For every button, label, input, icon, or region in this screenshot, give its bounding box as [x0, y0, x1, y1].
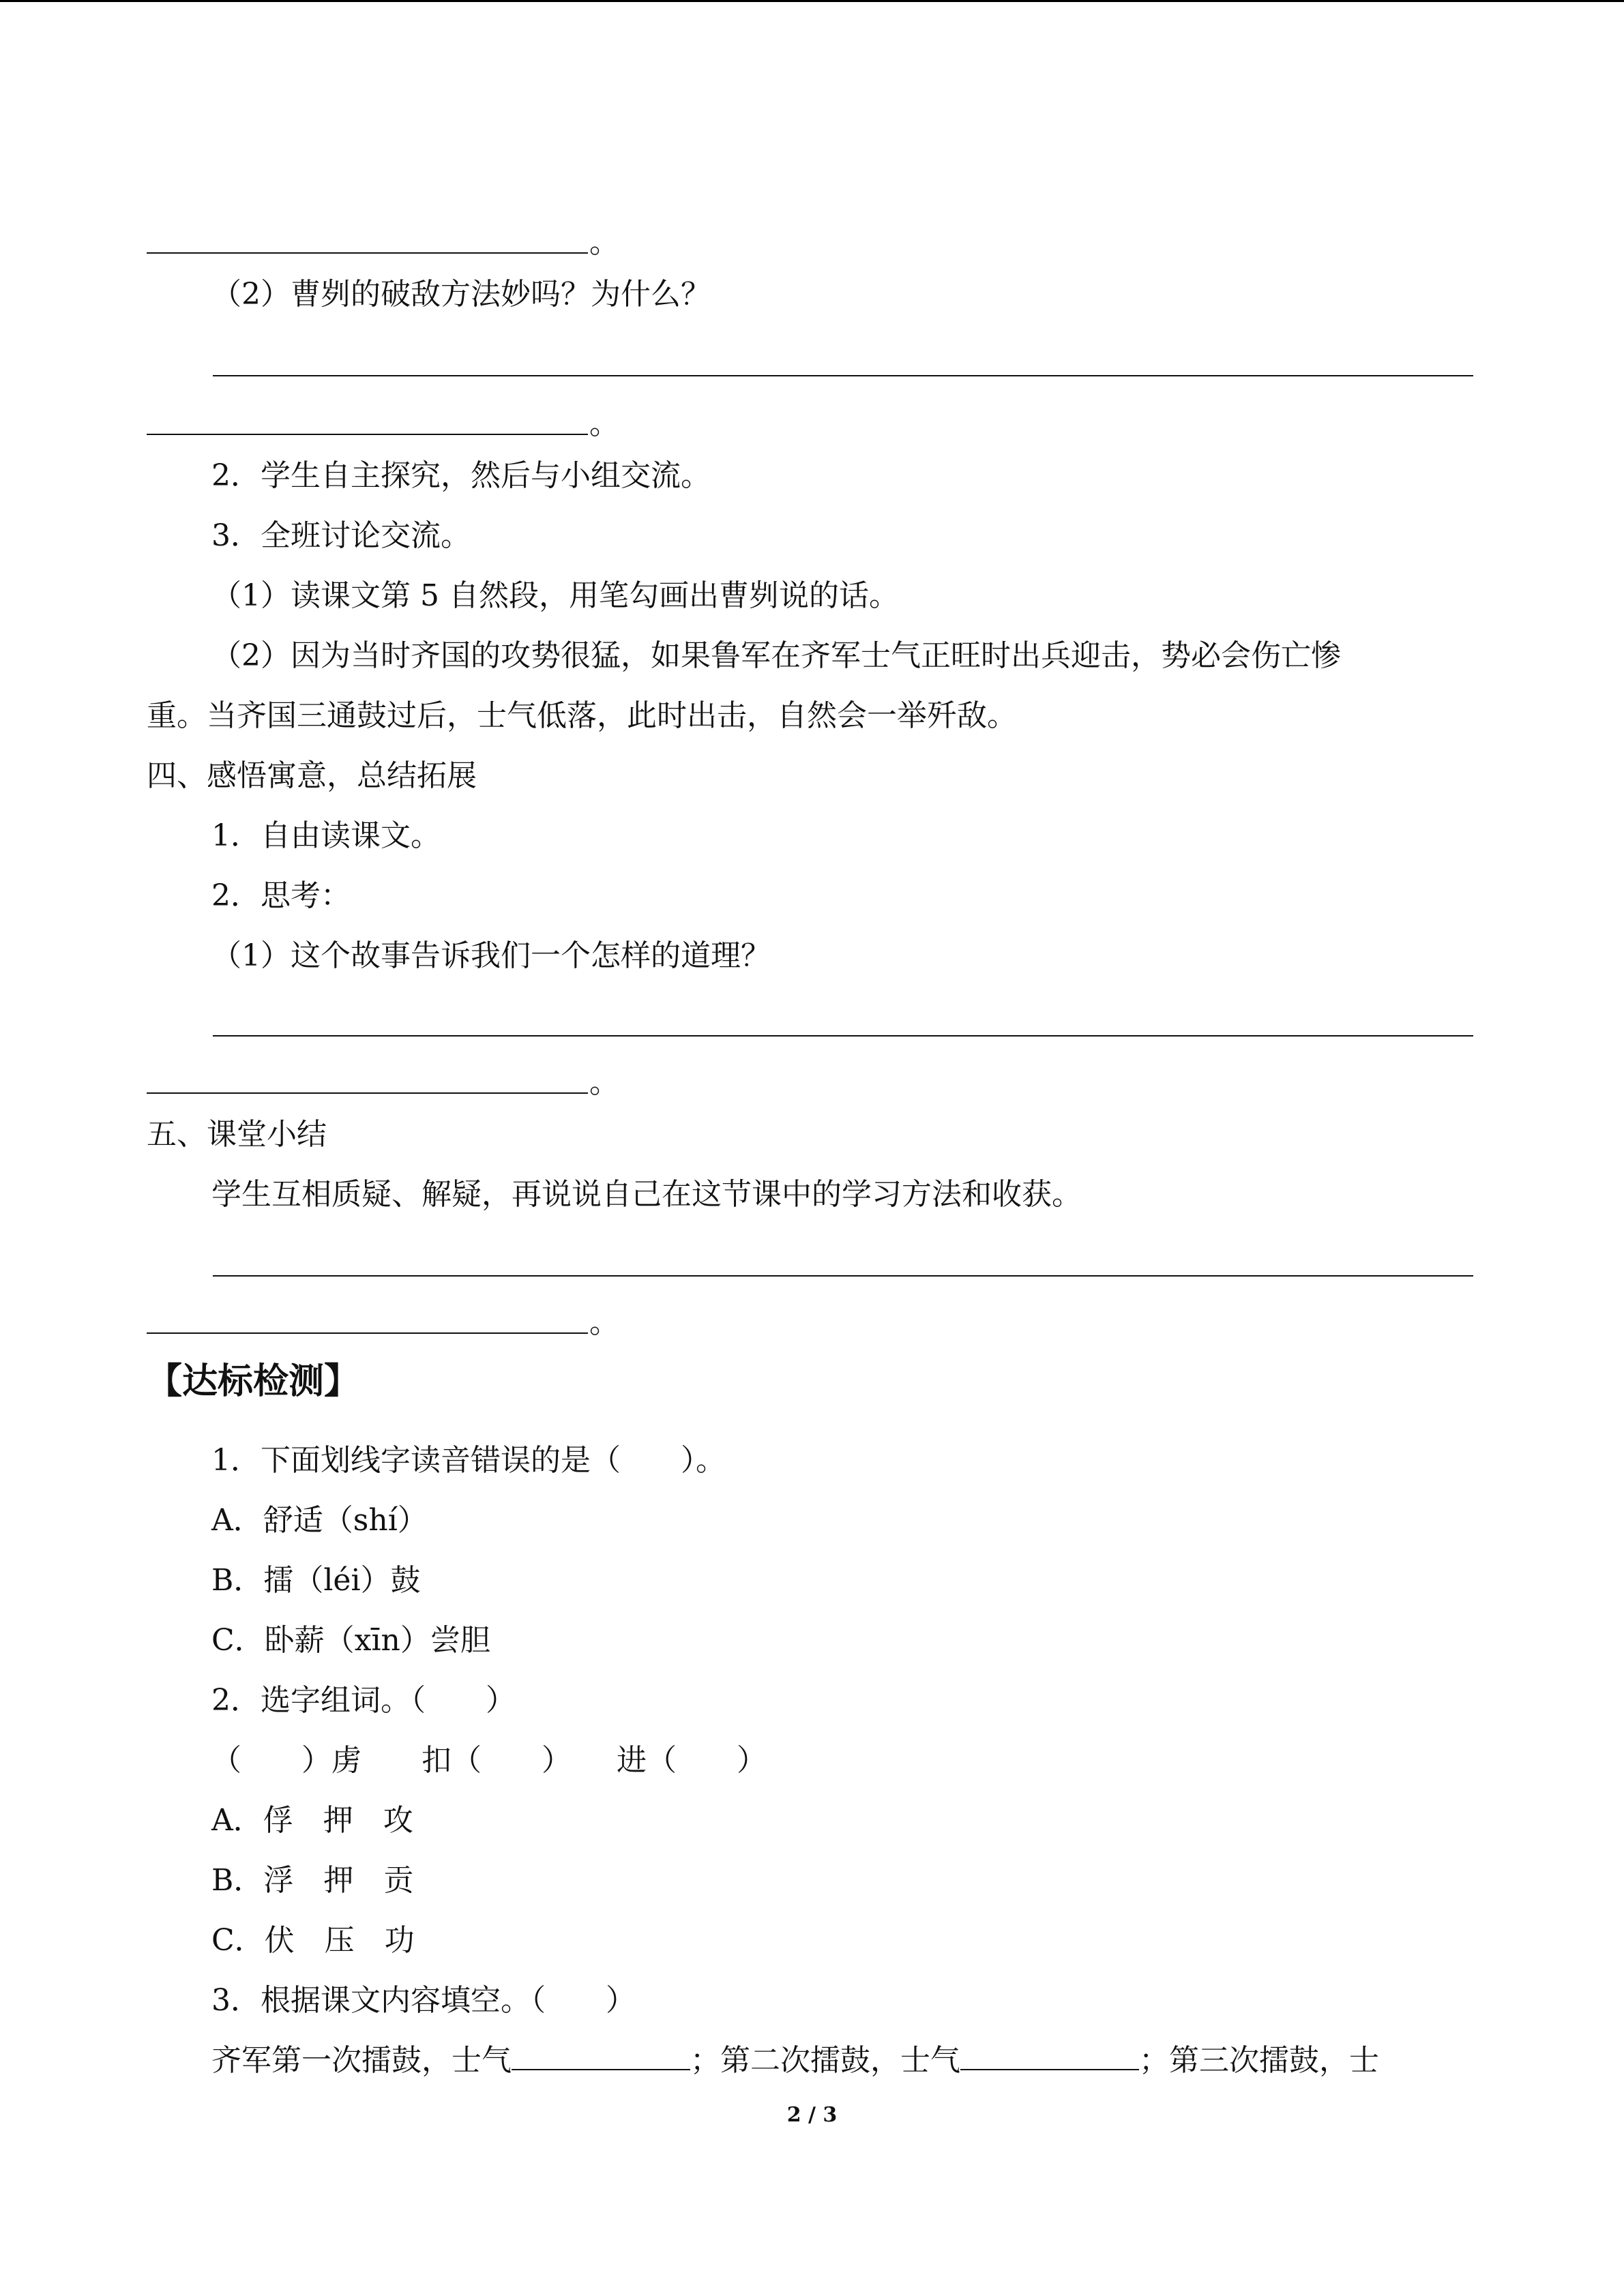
- page-number: 2 / 3: [786, 2103, 838, 2127]
- answer-line: [147, 434, 588, 435]
- answer-line: [213, 375, 1473, 376]
- test-q1-option-a: A．舒适（shí）: [211, 1503, 428, 1538]
- section-5-text: 学生互相质疑、解疑，再说说自己在这节课中的学习方法和收获。: [211, 1177, 1082, 1212]
- fill-blank[interactable]: [512, 2042, 690, 2070]
- test-question-1: 1．下面划线字读音错误的是（ ）。: [211, 1443, 726, 1478]
- section-4-title: 四、感悟寓意，总结拓展: [147, 758, 477, 793]
- answer-2-text-line2: 重。当齐国三通鼓过后，士气低落，此时出击，自然会一举歼敌。: [147, 698, 1017, 733]
- test-q2-option-b: B．浮 押 贡: [211, 1863, 414, 1898]
- test-question-3: 3．根据课文内容填空。（ ）: [211, 1983, 636, 2018]
- end-mark: 。: [589, 1305, 619, 1340]
- test-q3-part-2: ；第二次擂鼓，士气: [690, 2043, 960, 2078]
- answer-line: [213, 1275, 1473, 1277]
- question-2-text: （2）曹刿的破敌方法妙吗？为什么？: [211, 277, 711, 312]
- answer-line: [213, 1035, 1473, 1037]
- section-4-question-1: （1）这个故事告诉我们一个怎样的道理？: [211, 938, 771, 973]
- test-q3-part-3: ；第三次擂鼓，士: [1139, 2043, 1379, 2078]
- answer-line: [147, 1092, 588, 1094]
- answer-line: [147, 252, 588, 254]
- section-4-step-1: 1．自由读课文。: [211, 818, 441, 853]
- answer-line: [147, 1332, 588, 1334]
- end-mark: 。: [589, 225, 619, 260]
- test-q2-option-a: A．俘 押 攻: [211, 1803, 413, 1838]
- end-mark: 。: [589, 1065, 619, 1100]
- page-top-border: [0, 0, 1624, 2]
- answer-2-text-line1: （2）因为当时齐国的攻势很猛，如果鲁军在齐军士气正旺时出兵迎击，势必会伤亡惨: [211, 638, 1341, 673]
- test-q2-option-c: C．伏 压 功: [211, 1923, 415, 1958]
- section-5-title: 五、课堂小结: [147, 1117, 327, 1152]
- test-q1-option-c: C．卧薪（xīn）尝胆: [211, 1623, 490, 1658]
- step-3-text: 3．全班讨论交流。: [211, 518, 471, 553]
- fill-blank[interactable]: [960, 2042, 1139, 2070]
- step-2-text: 2．学生自主探究，然后与小组交流。: [211, 458, 711, 493]
- test-q2-blanks: （ ）虏 扣（ ） 进（ ）: [211, 1743, 767, 1778]
- test-q1-option-b: B．擂（léi）鼓: [211, 1563, 421, 1598]
- test-q3-fill-line: [211, 2042, 1379, 2080]
- test-heading: 【达标检测】: [147, 1361, 360, 1402]
- section-4-step-2: 2．思考：: [211, 878, 351, 913]
- answer-1-text: （1）读课文第 5 自然段，用笔勾画出曹刿说的话。: [211, 578, 899, 613]
- end-mark: 。: [589, 406, 619, 441]
- test-question-2: 2．选字组词。（ ）: [211, 1683, 516, 1718]
- test-q3-part-1: 齐军第一次擂鼓，士气: [211, 2043, 512, 2078]
